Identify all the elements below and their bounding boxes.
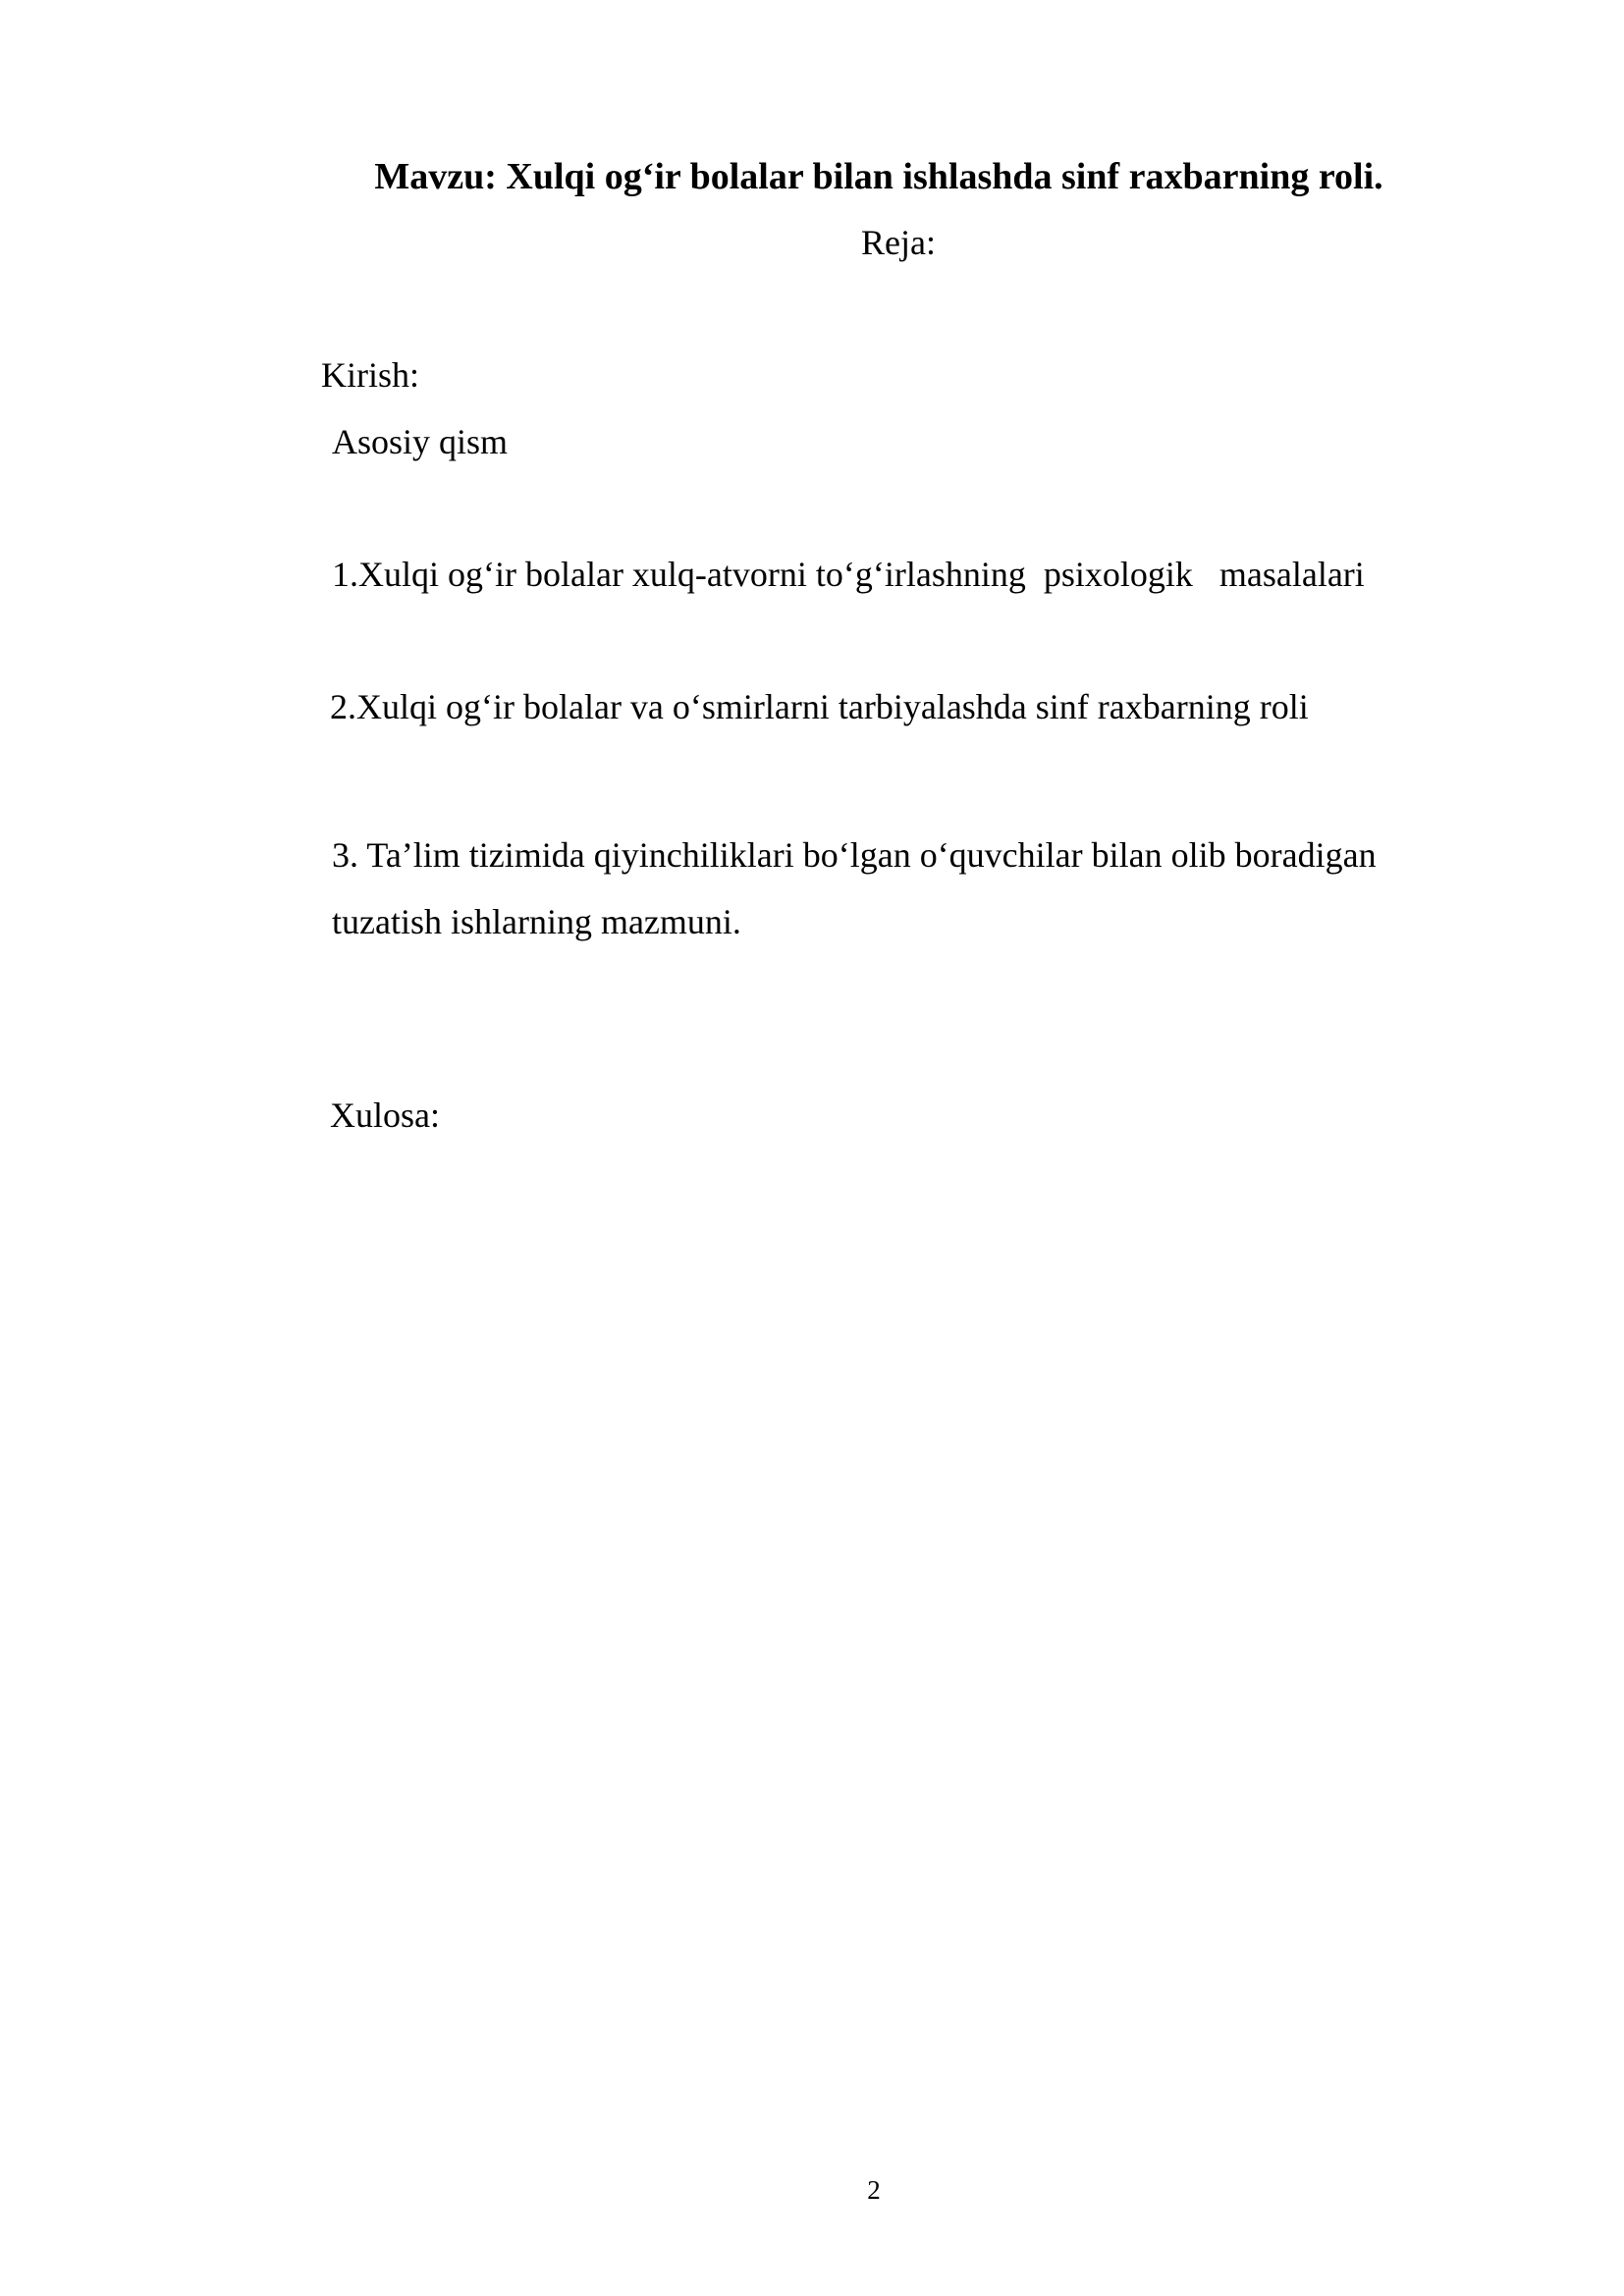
plan-item-2: 2.Xulqi og‘ir bolalar va o‘smirlarni tarbiyalashda sinf raxbarning roli [330, 687, 1309, 726]
plan-item-1: 1.Xulqi og‘ir bolalar xulq-atvorni to‘g‘irlashning psixologik masalalari [332, 555, 1365, 594]
intro-heading: Kirish: [321, 355, 420, 395]
plan-item-3-continuation: tuzatish ishlarning mazmuni. [332, 902, 741, 941]
main-part-heading: Asosiy qism [332, 422, 509, 461]
plan-heading: Reja: [861, 223, 936, 262]
plan-item-3: 3. Ta’lim tizimida qiyinchiliklari bo‘lgan o‘quvchilar bilan olib boradigan [332, 835, 1377, 875]
conclusion-heading: Xulosa: [330, 1095, 440, 1135]
page-number: 2 [867, 2175, 881, 2205]
document-title: Mavzu: Xulqi og‘ir bolalar bilan ishlashda sinf raxbarning roli. [374, 156, 1383, 197]
